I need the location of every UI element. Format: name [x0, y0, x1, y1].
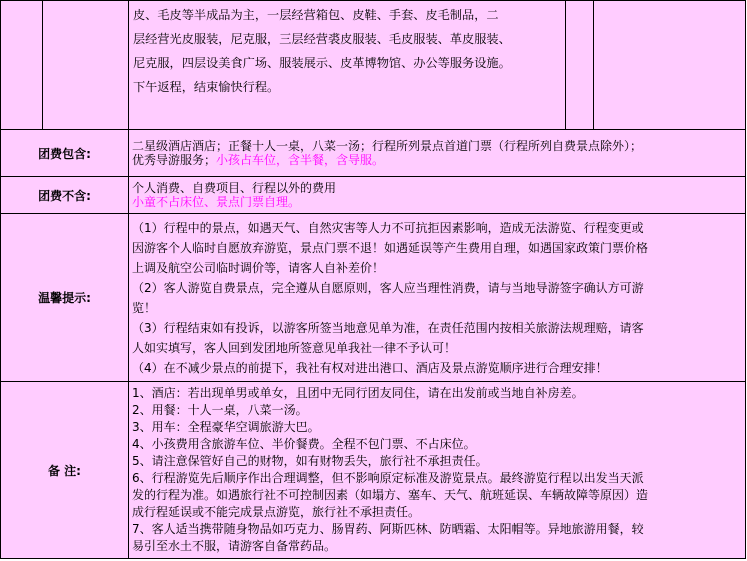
notes-line: 4、小孩费用含旅游车位、半价餐费。全程不包门票、不占床位。 — [132, 437, 476, 451]
notes-content — [129, 382, 746, 559]
tips-line: 因游客个人临时自愿放弃游览，景点门票不退！如遇延误等产生费用自理，如遇国家政策门票价格 — [132, 240, 649, 255]
notes-line: 5、请注意保管好自己的财物，如有财物丢失，旅行社不承担责任。 — [132, 454, 488, 468]
notes-label: 备 注: — [1, 382, 129, 559]
excluded-content — [129, 177, 746, 214]
notes-line: 6、行程游览先后顺序作出合理调整，但不影响原定标准及游览景点。最终游览行程以出发当天派 — [132, 471, 644, 485]
tips-label: 温馨提示: — [1, 214, 129, 382]
itinerary-line: 皮、毛皮等半成品为主，一层经营箱包、皮鞋、手套、皮毛制品，二 — [133, 8, 499, 22]
tips-line: （3）行程结束如有投诉，以游客所签当地意见单为准，在责任范围内按相关旅游法规理赔，请客 — [132, 320, 644, 335]
included-line: 二星级酒店酒店；正餐十人一桌，八菜一汤；行程所列景点首道门票（行程所列自费景点除外）； — [132, 138, 643, 153]
tips-content — [129, 214, 746, 382]
itinerary-col-b — [43, 1, 129, 130]
notes-row — [1, 382, 746, 559]
tips-line: 览！ — [132, 300, 157, 315]
itinerary-line: 尼克服，四层设美食广场、服装展示、皮革博物馆、办公等服务设施。 — [133, 56, 511, 70]
included-content — [129, 130, 746, 177]
tips-line: （2）客人游览自费景点，完全遵从自愿原则，客人应当理性消费，请与当地导游签字确认方可游 — [132, 280, 644, 295]
notes-line: 发的行程为准。如遇旅行社不可控制因素（如塌方、塞车、天气、航班延误、车辆故障等原因）造 — [132, 488, 649, 502]
included-row — [1, 130, 746, 177]
tips-line: （4）在不减少景点的前提下，我社有权对进出港口、酒店及景点游览顺序进行合理安排！ — [132, 360, 608, 375]
included-highlight: 小孩占车位，含半餐，含导服。 — [216, 153, 385, 167]
itinerary-line: 下午返程，结束愉快行程。 — [133, 80, 280, 94]
notes-line: 3、用车：全程豪华空调旅游大巴。 — [132, 420, 320, 434]
notes-line: 7、客人适当携带随身物品如巧克力、肠胃药、阿斯匹林、防晒霜、太阳帽等。异地旅游用餐，较 — [132, 522, 644, 536]
excluded-line: 个人消费、自费项目、行程以外的费用 — [132, 180, 337, 195]
excluded-label: 团费不含: — [1, 177, 129, 214]
tips-line: 上调及航空公司临时调价等，请客人自补差价！ — [132, 260, 385, 275]
itinerary-content — [129, 1, 566, 130]
included-label: 团费包含: — [1, 130, 129, 177]
notes-line: 1、酒店：若出现单男或单女，且团中无同行团友同住，请在出发前或当地自补房差。 — [132, 386, 584, 400]
itinerary-col-e — [594, 1, 746, 130]
itinerary-line: 层经营光皮服装，尼克服，三层经营裘皮服装、毛皮服装、革皮服装、 — [133, 32, 511, 46]
notes-line: 成行程延误或不能完成景点游览，旅行社不承担责任。 — [132, 505, 421, 519]
tips-row — [1, 214, 746, 382]
tips-line: 人如实填写，客人回到发团地所签意见单我社一律不予认可！ — [132, 340, 457, 355]
notes-line: 2、用餐：十人一桌，八菜一汤。 — [132, 403, 308, 417]
included-line — [132, 153, 742, 168]
included-text: 优秀导游服务； — [132, 153, 217, 167]
tips-line: （1）行程中的景点，如遇天气、自然灾害等人力不可抗拒因素影响，造成无法游览、行程变更或 — [132, 220, 644, 235]
itinerary-row — [1, 1, 746, 130]
excluded-highlight: 小童不占床位、景点门票自理。 — [132, 195, 301, 209]
itinerary-col-a — [1, 1, 43, 130]
excluded-row — [1, 177, 746, 214]
itinerary-col-d — [566, 1, 594, 130]
notes-line: 易引至水土不服，请游客自备常药品。 — [132, 539, 337, 553]
